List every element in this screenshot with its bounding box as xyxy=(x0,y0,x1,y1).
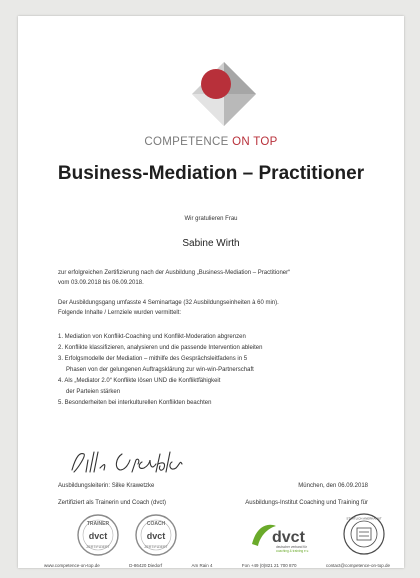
paragraph1-line2: vom 03.09.2018 bis 06.09.2018. xyxy=(58,279,144,286)
svg-text:COACH: COACH xyxy=(146,521,166,527)
paragraph2-line1: Der Ausbildungsgang umfasste 4 Seminartage (32 Ausbildungseinheiten à 60 min). xyxy=(58,300,279,306)
certificate-page xyxy=(18,16,404,568)
place-date: München, den 06.09.2018 xyxy=(298,483,368,489)
svg-text:dvct: dvct xyxy=(88,531,108,541)
course-paragraph xyxy=(58,299,368,318)
handwritten-signature xyxy=(66,446,216,476)
footer-address: D-86420 Diedorf xyxy=(129,563,163,568)
learning-goals-list xyxy=(58,332,368,409)
list-item: 4. Als „Mediator 2.0“ Konflikte lösen UND die Konfliktfähigkeit der Parteien stärken xyxy=(58,378,221,395)
svg-text:dvct: dvct xyxy=(272,529,305,546)
list-item: 5. Besonderheiten bei interkulturellen Konflikten beachten xyxy=(58,400,212,406)
brand-part2: ON TOP xyxy=(232,136,278,148)
svg-text:TRAINER: TRAINER xyxy=(86,521,110,527)
institute-line: Ausbildungs-Institut Coaching und Training für xyxy=(245,500,368,506)
dvct-logo-icon xyxy=(250,518,320,554)
svg-text:coaching & training e.v.: coaching & training e.v. xyxy=(276,549,309,553)
certified-line: Zertifiziert als Trainerin und Coach (dvct) xyxy=(58,500,167,506)
svg-text:ZERTIFIZIERT: ZERTIFIZIERT xyxy=(144,545,168,549)
trainer-certified-badge-icon xyxy=(76,513,120,557)
certification-paragraph xyxy=(58,269,368,288)
coach-certified-badge-icon xyxy=(134,513,178,557)
footer-street: Am Rain 4 xyxy=(191,563,213,568)
trainer-line: Ausbildungsleiterin: Silke Krawetzke xyxy=(58,483,155,489)
paragraph1-line1: zur erfolgreichen Zertifizierung nach der Ausbildung „Business-Mediation – Practitioner“ xyxy=(58,270,291,276)
paragraph2-line2: Folgende Inhalte / Lernziele wurden vermittelt: xyxy=(58,309,182,316)
svg-text:STAATLICH ANERKANNT: STAATLICH ANERKANNT xyxy=(346,516,382,521)
svg-text:ZERTIFIZIERT: ZERTIFIZIERT xyxy=(86,545,110,549)
svg-text:dvct: dvct xyxy=(146,531,166,541)
footer-phone: Fon +49 (0)821 21 700 870 xyxy=(241,563,297,568)
list-item: 1. Mediation von Konflikt-Coaching und Konflikt-Moderation abgrenzen xyxy=(58,334,246,340)
list-item: 3. Erfolgsmodelle der Mediation – mithilfe des Gesprächsleitfadens in 5 Phasen von der gelungenen Auftragsklärung zur win-win-Partnerschaft xyxy=(58,356,254,373)
puzzle-logo-icon xyxy=(184,54,264,134)
certificate-title: Business-Mediation – Practitioner xyxy=(57,163,365,184)
footer-email[interactable]: contact@competence-on-top.de xyxy=(325,563,390,568)
recipient-name: Sabine Wirth xyxy=(182,238,240,249)
footer-web[interactable]: www.competence-on-top.de xyxy=(44,563,100,568)
list-item: 2. Konflikte klassifizieren, analysieren und die passende Intervention ableiten xyxy=(58,345,263,351)
greeting: Wir gratulieren Frau xyxy=(184,216,238,222)
brand-part1: COMPETENCE xyxy=(144,136,233,148)
brand-wordmark xyxy=(18,136,404,148)
footer xyxy=(44,563,390,568)
official-stamp-icon xyxy=(342,512,386,556)
svg-text:deutscher verband für: deutscher verband für xyxy=(276,545,308,549)
